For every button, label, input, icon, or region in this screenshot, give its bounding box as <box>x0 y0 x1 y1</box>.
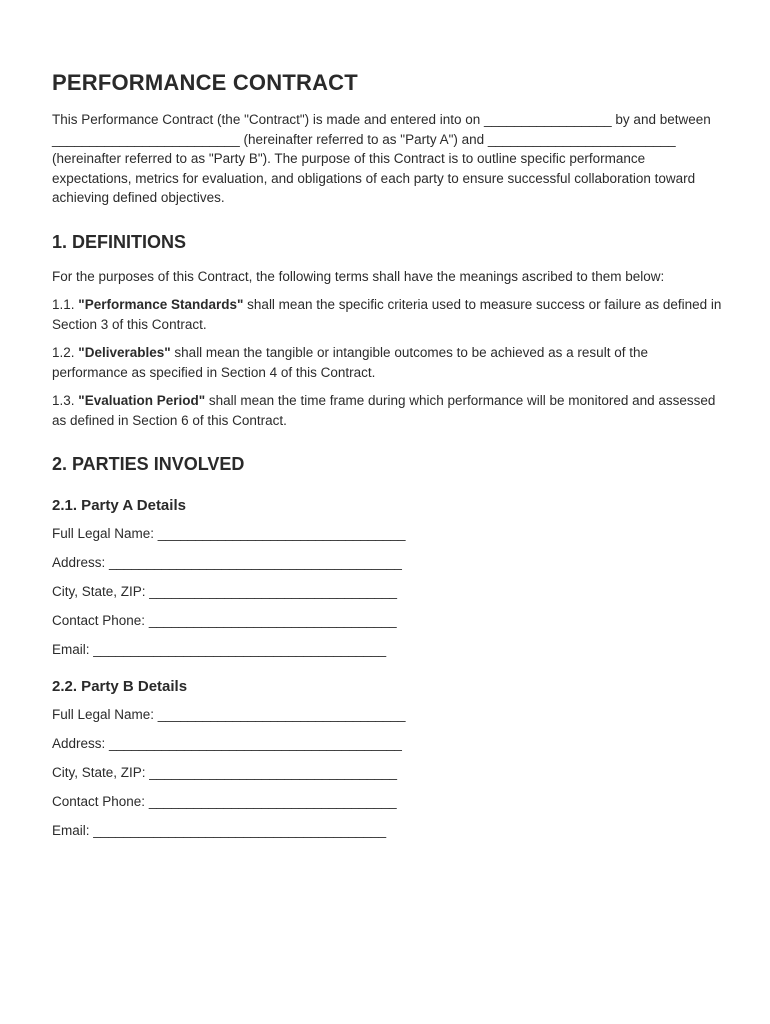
definition-item <box>52 391 724 430</box>
definition-number: 1.1. <box>52 297 75 312</box>
definitions-heading: 1. DEFINITIONS <box>52 231 187 252</box>
definition-text: shall mean the specific criteria used to measure success or failure as defined in Section 3 of this Contract. <box>52 297 722 332</box>
definition-number: 1.2. <box>52 345 75 360</box>
definition-item <box>52 295 724 334</box>
definitions-intro: For the purposes of this Contract, the following terms shall have the meanings ascribed to them below: <box>52 268 665 284</box>
party-b-email-field[interactable]: Email: _______________________________________ <box>52 822 387 838</box>
definition-item <box>52 343 724 382</box>
party-a-address-field[interactable]: Address: _______________________________________ <box>52 555 402 570</box>
contract-page <box>52 70 724 850</box>
party-b-heading: 2.2. Party B Details <box>52 677 188 695</box>
parties-heading: 2. PARTIES INVOLVED <box>52 454 245 474</box>
intro-paragraph: This Performance Contract (the "Contract") is made and entered into on _________________ by and between _________________________ (hereinafter referred to as "Party A") and _________________________ (hereinafter referred to as "Party B"). The purpose of this Contract is to outline specific performance expectations, metrics for evaluation, and obligations of each party to ensure successful collaboration toward achieving defined objectives. <box>52 112 711 205</box>
document-title: PERFORMANCE CONTRACT <box>52 70 358 95</box>
definition-term: "Deliverables" <box>78 345 171 360</box>
party-b-address-field[interactable]: Address: _______________________________________ <box>52 735 402 751</box>
definition-text: shall mean the tangible or intangible outcomes to be achieved as a result of the performance as specified in Section 4 of this Contract. <box>52 345 648 380</box>
party-b-full-name-field[interactable]: Full Legal Name: _________________________________ <box>52 706 406 722</box>
definition-term: "Performance Standards" <box>78 297 244 312</box>
party-a-contact-phone-field[interactable]: Contact Phone: _________________________________ <box>52 613 397 628</box>
party-a-heading: 2.1. Party A Details <box>52 497 186 514</box>
definition-term: "Evaluation Period" <box>78 393 206 408</box>
party-a-city-state-zip-field[interactable]: City, State, ZIP: _________________________________ <box>52 584 398 599</box>
definition-text: shall mean the time frame during which performance will be monitored and assessed as defined in Section 6 of this Contract. <box>52 393 716 428</box>
party-b-contact-phone-field[interactable]: Contact Phone: _________________________________ <box>52 793 397 809</box>
party-a-full-name-field[interactable]: Full Legal Name: _________________________________ <box>52 526 406 541</box>
party-a-email-field[interactable]: Email: _______________________________________ <box>52 642 387 657</box>
definition-number: 1.3. <box>52 393 75 408</box>
party-b-city-state-zip-field[interactable]: City, State, ZIP: _________________________________ <box>52 764 398 780</box>
